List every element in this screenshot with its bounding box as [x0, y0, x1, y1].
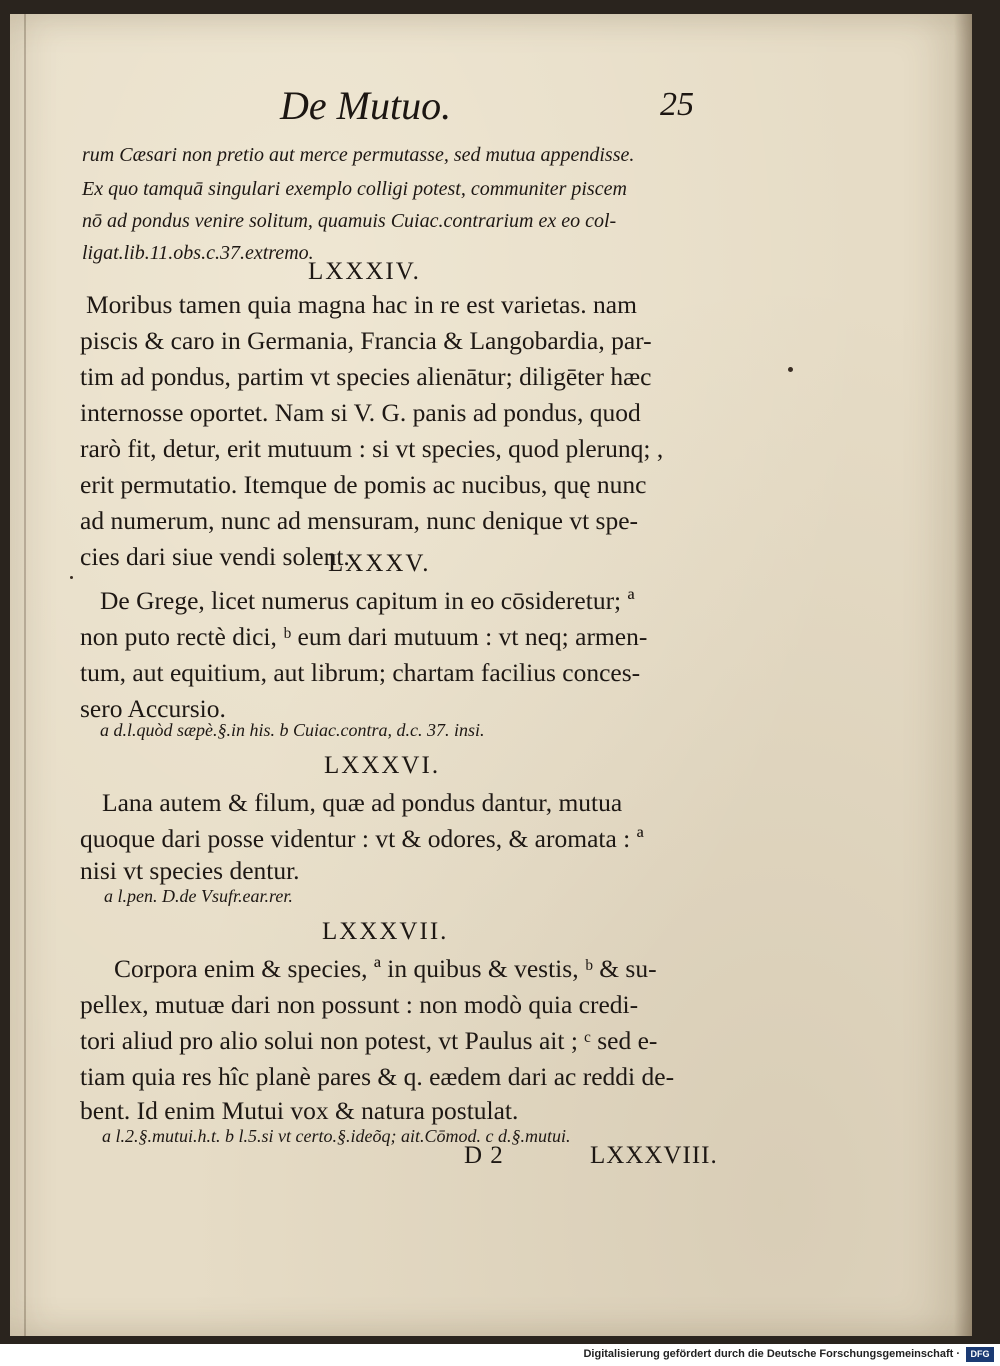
body-line: Moribus tamen quia magna hac in re est varietas. nam [86, 290, 637, 319]
paper-speck [70, 576, 73, 579]
body-line: ad numerum, nunc ad mensuram, nunc denique vt spe- [80, 506, 639, 535]
running-title: De Mutuo. [280, 83, 452, 128]
running-head [280, 82, 720, 132]
marginal-note: a d.l.quòd sæpè.§.in his. b Cuiac.contra, d.c. 37. insi. [100, 720, 485, 740]
paper-speck [788, 367, 793, 372]
body-line: cies dari siue vendi solent. [80, 542, 350, 571]
digitization-footer [0, 1344, 1000, 1366]
body-line: sero Accursio. [80, 694, 226, 723]
body-line: erit permutatio. Itemque de pomis ac nucibus, quę nunc [80, 470, 647, 499]
footer-credit: Digitalisierung gefördert durch die Deutsche Forschungsgemeinschaft · [583, 1348, 960, 1360]
catchword: LXXXVIII. [590, 1142, 718, 1169]
continuation-line: rum Cæsari non pretio aut merce permutasse, sed mutua appendisse. [82, 144, 635, 166]
body-line: Lana autem & filum, quæ ad pondus dantur, mutua [102, 788, 623, 817]
body-line: piscis & caro in Germania, Francia & Langobardia, par- [80, 326, 652, 355]
dfg-logo: DFG [966, 1347, 994, 1362]
section-heading: LXXXV. [328, 550, 431, 577]
body-line: tum, aut equitium, aut librum; chartam facilius conces- [80, 658, 641, 687]
gutter-shadow [954, 14, 972, 1336]
continuation-line: Ex quo tamquā singulari exemplo colligi potest, communiter piscem [82, 178, 627, 200]
body-line: De Grege, licet numerus capitum in eo cōsideretur; ª [100, 586, 635, 615]
signature-mark: D 2 [464, 1142, 504, 1169]
page-edge [24, 14, 26, 1336]
continuation-line: ligat.lib.11.obs.c.37.extremo. [82, 242, 314, 264]
body-line: internosse oportet. Nam si V. G. panis ad pondus, quod [80, 398, 641, 427]
body-line: non puto rectè dici, ᵇ eum dari mutuum : vt neq; armen- [80, 622, 648, 651]
section-heading: LXXXVII. [322, 918, 449, 945]
section-heading: LXXXIV. [308, 258, 421, 285]
marginal-note: a l.2.§.mutui.h.t. b l.5.si vt certo.§.ideõq; ait.Cōmod. c d.§.mutui. [102, 1126, 571, 1146]
marginal-note: a l.pen. D.de Vsufr.ear.rer. [104, 886, 293, 906]
body-line: bent. Id enim Mutui vox & natura postulat. [80, 1096, 519, 1125]
page-number: 25 [660, 86, 694, 123]
body-line: tim ad pondus, partim vt species alienātur; diligēter hæc [80, 362, 652, 391]
body-line: rarò fit, detur, erit mutuum : si vt species, quod plerunq; , [80, 434, 664, 463]
body-line: pellex, mutuæ dari non possunt : non modò quia credi- [80, 990, 639, 1019]
section-heading: LXXXVI. [324, 752, 441, 779]
body-line: quoque dari posse videntur : vt & odores, & aromata : ª [80, 824, 644, 853]
body-line: Corpora enim & species, ª in quibus & vestis, ᵇ & su- [114, 954, 657, 983]
continuation-line: nō ad pondus venire solitum, quamuis Cuiac.contrarium ex eo col- [82, 210, 617, 232]
body-line: tiam quia res hîc planè pares & q. eædem dari ac reddi de- [80, 1062, 675, 1091]
body-line: nisi vt species dentur. [80, 856, 300, 885]
body-line: tori aliud pro alio solui non potest, vt Paulus ait ; ᶜ sed e- [80, 1026, 658, 1055]
